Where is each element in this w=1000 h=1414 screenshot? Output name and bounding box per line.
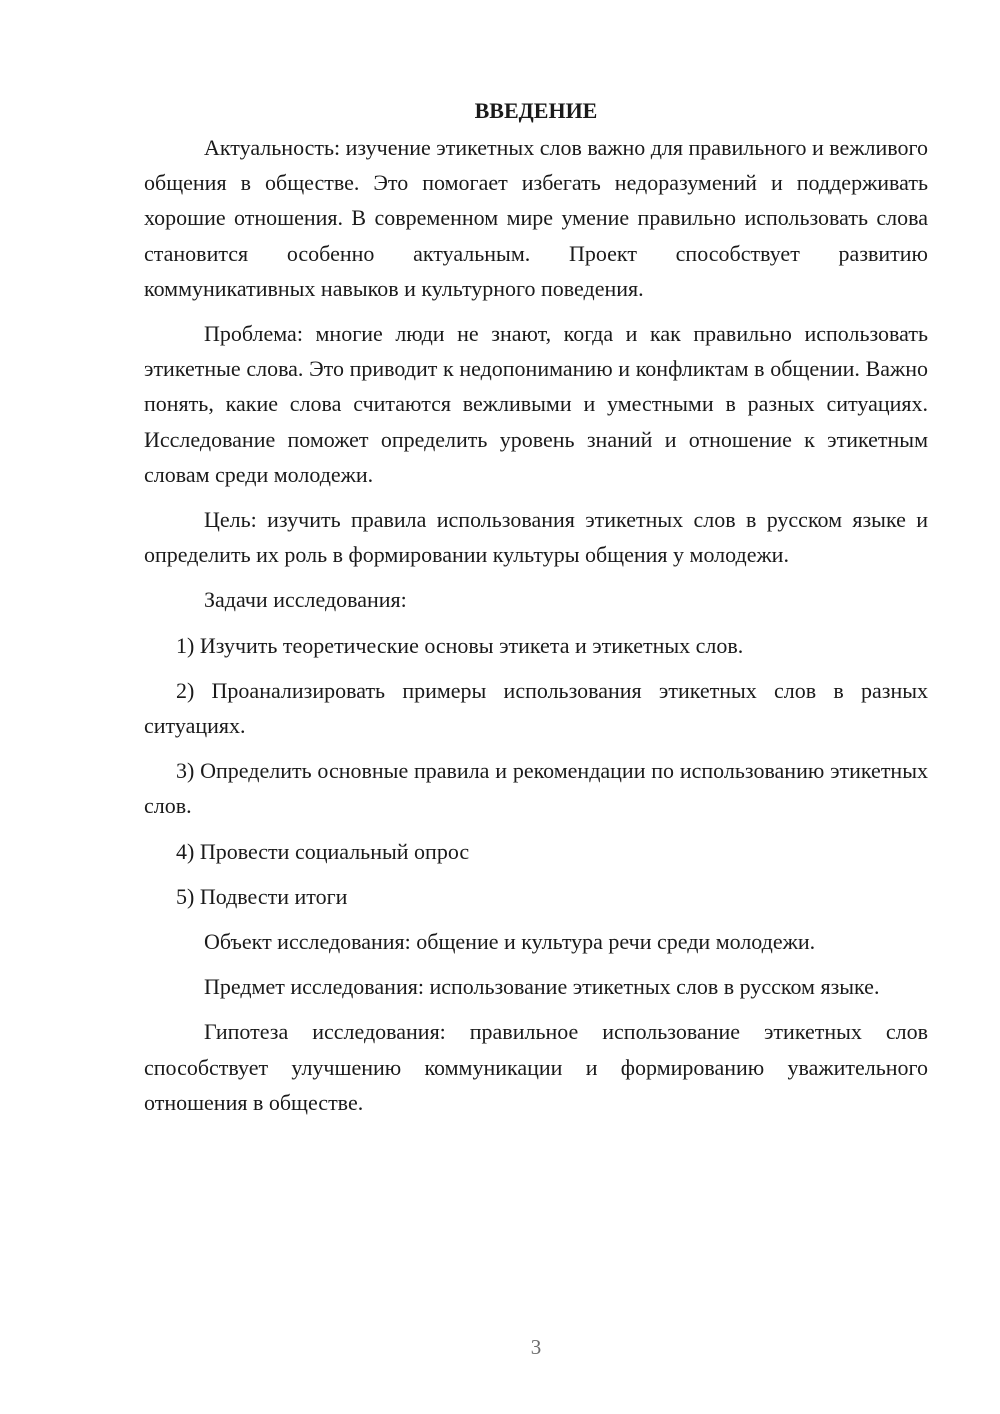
subject-paragraph: Предмет исследования: использование этикетных слов в русском языке.: [204, 974, 880, 1000]
hypothesis-paragraph: Гипотеза исследования: правильное использование этикетных слов способствует улучшению коммуникации и формированию уважительного отношения в обществе.: [144, 1019, 928, 1115]
page-number: 3: [530, 1335, 542, 1359]
object-paragraph: Объект исследования: общение и культура речи среди молодежи.: [204, 929, 816, 955]
tasks-heading: Задачи исследования:: [204, 587, 407, 613]
task-item-4: 4) Провести социальный опрос: [176, 838, 470, 864]
goal-paragraph: Цель: изучить правила использования этикетных слов в русском языке и определить их роль в формировании культуры общения у молодежи.: [144, 507, 928, 568]
task-item-5: 5) Подвести итоги: [176, 883, 348, 909]
task-item-2: 2) Проанализировать примеры использования этикетных слов в разных ситуациях.: [144, 677, 928, 739]
relevance-paragraph: Актуальность: изучение этикетных слов важно для правильного и вежливого общения в обществе. Это помогает избегать недоразумений и поддерживать хорошие отношения. В современном мире умение правильно использовать слова становится особенно актуальным. Проект способствует развитию коммуникативных навыков и культурного поведения.: [144, 135, 928, 301]
task-item-3: 3) Определить основные правила и рекомендации по использованию этикетных слов.: [144, 758, 928, 819]
page-body: [144, 93, 928, 1120]
problem-paragraph: Проблема: многие люди не знают, когда и как правильно использовать этикетные слова. Это приводит к недопониманию и конфликтам в общении. Важно понять, какие слова считаются вежливыми и уместными в разных ситуациях. Исследование поможет определить уровень знаний и отношение к этикетным словам среди молодежи.: [144, 321, 928, 487]
task-item-1: 1) Изучить теоретические основы этикета и этикетных слов.: [176, 632, 744, 658]
page-title: ВВЕДЕНИЕ: [474, 98, 598, 123]
